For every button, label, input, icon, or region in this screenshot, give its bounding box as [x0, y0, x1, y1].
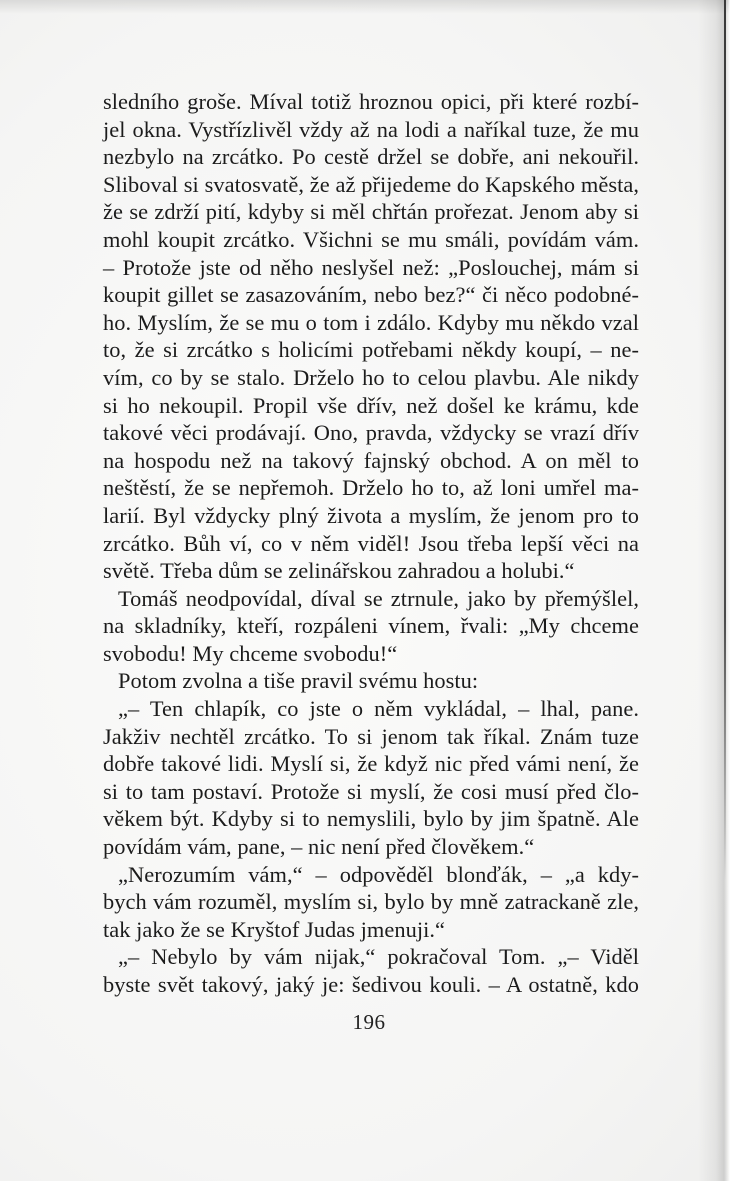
text-line: vím, co by se stalo. Drželo ho to celou plavbu. Ale nikdy: [103, 364, 639, 390]
text-line: larií. Byl vždycky plný života a myslím, že jenom pro to: [103, 502, 639, 528]
text-line: na hospodu než na takový fajnský obchod. A on měl to: [103, 447, 639, 473]
text-line: – Protože jste od něho neslyšel než: „Poslouchej, mám si: [103, 254, 639, 280]
text-line: na skladníky, kteří, rozpáleni vínem, řvali: „My chceme: [103, 613, 639, 639]
text-line: Potom zvolna a tiše pravil svému hostu:: [118, 668, 479, 694]
text-line: věkem být. Kdyby si to nemyslili, bylo by jim špatně. Ale: [103, 806, 639, 832]
text-line: jel okna. Vystřízlivěl vždy až na lodi a naříkal tuze, že mu: [103, 116, 639, 142]
text-line: že se zdrží pití, kdyby si měl chřtán prořezat. Jenom aby si: [103, 199, 639, 225]
text-line: neštěstí, že se nepřemoh. Drželo ho to, až loni umřel ma-: [103, 475, 639, 501]
text-line: Jakživ nechtěl zrcátko. To si jenom tak říkal. Znám tuze: [103, 723, 639, 749]
text-line: tak jako že se Kryštof Judas jmenuji.“: [103, 916, 446, 942]
text-line: bych vám rozuměl, myslím si, bylo by mně zatrackaně zle,: [103, 889, 639, 915]
text-line: Tomáš neodpovídal, díval se ztrnule, jako by přemýšlel,: [118, 585, 639, 611]
text-line: svobodu! My chceme svobodu!“: [103, 640, 398, 666]
spine-edge-line: [724, 0, 726, 880]
text-line: nezbylo na zrcátko. Po cestě držel se dobře, ani nekouřil.: [103, 144, 639, 170]
text-line: koupit gillet se zasazováním, nebo bez?“ či něco podobné-: [103, 282, 639, 308]
text-line: „– Ten chlapík, co jste o něm vykládal, – lhal, pane.: [118, 696, 639, 722]
text-line: si to tam postaví. Protože si myslí, že cosi musí před člo-: [103, 778, 639, 804]
spine-shadow: [698, 0, 738, 1181]
text-line: ho. Myslím, že se mu o tom i zdálo. Kdyby mu někdo vzal: [103, 309, 639, 335]
text-line: „– Nebylo by vám nijak,“ pokračoval Tom. „– Viděl: [118, 944, 639, 970]
text-line: sledního groše. Míval totiž hroznou opici, při které rozbí-: [103, 89, 639, 114]
text-line: si ho nekoupil. Propil vše dřív, než došel ke krámu, kde: [103, 392, 639, 418]
text-line: dobře takové lidi. Myslí si, že když nic před vámi není, že: [103, 751, 639, 777]
text-line: byste svět takový, jaký je: šedivou kouli. – A ostatně, kdo: [103, 972, 639, 997]
text-line: Sliboval si svatosvatě, že až přijedeme do Kapského města,: [103, 171, 639, 197]
text-line: povídám vám, pane, – nic není před člověkem.“: [103, 834, 535, 860]
text-line: zrcátko. Bůh ví, co v něm viděl! Jsou třeba lepší věci na: [103, 530, 639, 556]
text-line: světě. Třeba dům se zelinářskou zahradou a holubi.“: [103, 558, 575, 584]
text-line: „Nerozumím vám,“ – odpověděl blonďák, – „a kdy-: [118, 861, 639, 887]
text-line: mohl koupit zrcátko. Všichni se mu smáli, povídám vám.: [103, 226, 639, 252]
text-line: takové věci prodávají. Ono, pravda, vždycky se vrazí dřív: [103, 420, 639, 446]
text-line: to, že si zrcátko s holicími potřebami někdy koupí, – ne-: [103, 337, 639, 363]
page-number: 196: [352, 1010, 386, 1034]
body-text: [103, 88, 639, 999]
